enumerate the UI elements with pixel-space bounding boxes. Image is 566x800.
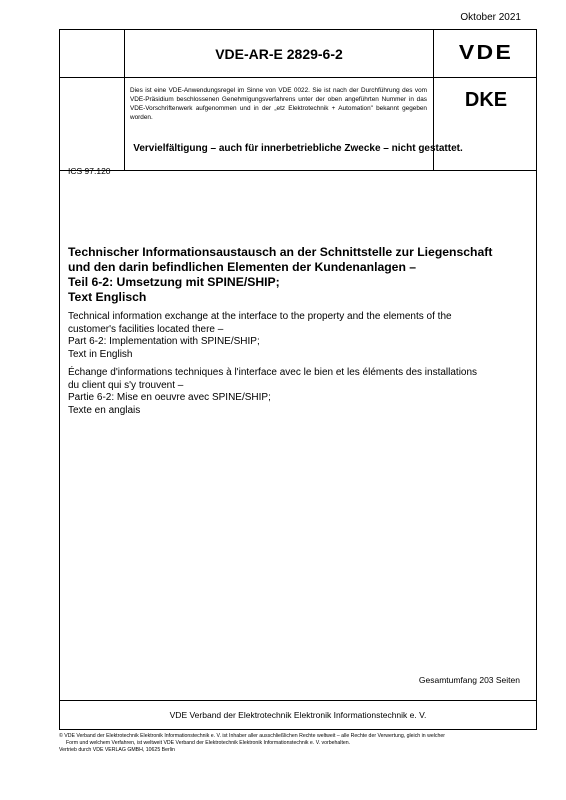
copyright-notice xyxy=(59,733,539,754)
title-french-line: du client qui s'y trouvent – xyxy=(68,379,184,391)
publisher-name: VDE Verband der Elektrotechnik Elektronik Informationstechnik e. V. xyxy=(169,710,427,720)
title-french-line: Texte en anglais xyxy=(68,404,141,416)
title-french xyxy=(68,367,533,417)
title-german xyxy=(68,245,533,305)
title-french-line: Échange d'informations techniques à l'interface avec le bien et les éléments des installations xyxy=(68,367,478,378)
title-german-line: und den darin befindlichen Elementen der Kundenanlagen – xyxy=(68,260,417,274)
ics-code: ICS 97.120 xyxy=(68,166,111,176)
title-german-line: Teil 6-2: Umsetzung mit SPINE/SHIP; xyxy=(68,275,280,289)
vde-logo: VDE xyxy=(458,42,514,64)
footer-divider xyxy=(60,700,536,701)
application-rule-notice: Dies ist eine VDE-Anwendungsregel im Sinne von VDE 0022. Sie ist nach der Durchführung des vom VDE-Präsidium beschlossenen Genehmigungsverfahrens unter der oben angeführten Nummer in das VDE-Vorschriftenwerk aufgenommen und in der „etz Elektrotechnik + Automation" bekannt gegeben worden. xyxy=(130,87,427,121)
copyright-line: Vertrieb durch VDE VERLAG GMBH, 10625 Berlin xyxy=(59,747,175,753)
title-french-line: Partie 6-2: Mise en oeuvre avec SPINE/SHIP; xyxy=(68,392,271,403)
title-english-line: Technical information exchange at the interface to the property and the elements of the xyxy=(68,311,452,322)
total-page-count: Gesamtumfang 203 Seiten xyxy=(418,675,520,685)
title-german-line: Text Englisch xyxy=(68,290,147,304)
title-english-line: Part 6-2: Implementation with SPINE/SHIP; xyxy=(68,336,260,347)
publication-date: Oktober 2021 xyxy=(460,12,521,23)
copyright-line: Form und welchem Verfahren, ist weltweit VDE Verband der Elektrotechnik Elektronik Informationstechnik e. V. vorbehalten. xyxy=(66,740,351,746)
title-english-line: Text in English xyxy=(68,348,133,360)
title-page-frame xyxy=(59,29,537,730)
reproduction-notice: Vervielfältigung – auch für innerbetriebliche Zwecke – nicht gestattet. xyxy=(133,143,463,154)
copyright-line: © VDE Verband der Elektrotechnik Elektronik Informationstechnik e. V. ist Inhaber aller ausschließlichen Rechte weltweit – alle Rechte der Verwertung, gleich in welcher xyxy=(59,733,445,739)
dke-logo: DKE xyxy=(464,88,508,111)
title-english-line: customer's facilities located there – xyxy=(68,323,224,335)
document-number: VDE-AR-E 2829-6-2 xyxy=(215,45,343,62)
title-english xyxy=(68,311,533,361)
title-german-line: Technischer Informationsaustausch an der Schnittstelle zur Liegenschaft xyxy=(68,245,493,259)
